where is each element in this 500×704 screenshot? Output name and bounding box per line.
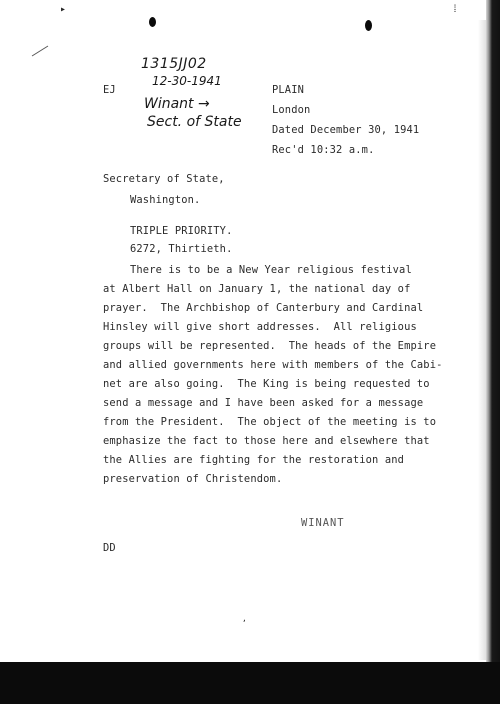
scan-border-bottom [0,662,500,704]
body-line: at Albert Hall on January 1, the national day of [103,283,411,295]
body-line: net are also going. The King is being requested to [103,378,430,390]
body-line: Hinsley will give short addresses. All religious [103,321,417,333]
handwritten-file-number: 1315JJ02 [141,56,207,72]
punch-hole-right [365,20,372,31]
handwritten-to: Sect. of State [147,114,242,130]
body-line: prayer. The Archbishop of Canterbury and Cardinal [103,302,424,314]
scan-mark-top-left: ▸ [60,4,67,15]
signature: WINANT [301,517,345,529]
origin-city: London [272,104,311,116]
scan-speck: , [242,614,247,623]
handwritten-from: Winant → [144,96,210,112]
handwritten-date: 12-30-1941 [152,74,222,88]
footer-initials: DD [103,542,116,554]
page-edge-gradient [478,20,486,660]
pencil-stroke [30,44,50,58]
body-line: send a message and I have been asked for a message [103,397,424,409]
header-initials: EJ [103,84,116,96]
body-line: groups will be represented. The heads of the Empire [103,340,437,352]
reference-line: 6272, Thirtieth. [130,243,233,255]
body-line: and allied governments here with members of the Cabi- [103,359,443,371]
scan-mark-top-right: ⁞ [452,4,459,15]
body-line: There is to be a New Year religious festival [130,264,412,276]
addressee: Secretary of State, [103,173,225,185]
received-line: Rec'd 10:32 a.m. [272,144,375,156]
classification: PLAIN [272,84,305,96]
body-line: from the President. The object of the meeting is to [103,416,437,428]
page-edge-shadow [486,0,500,662]
punch-hole-left [149,17,156,27]
body-line: the Allies are fighting for the restoration and [103,454,405,466]
priority-line: TRIPLE PRIORITY. [130,225,233,237]
addressee-city: Washington. [130,194,201,206]
body-line: preservation of Christendom. [103,473,283,485]
body-line: emphasize the fact to those here and elsewhere that [103,435,430,447]
dated-line: Dated December 30, 1941 [272,124,420,136]
